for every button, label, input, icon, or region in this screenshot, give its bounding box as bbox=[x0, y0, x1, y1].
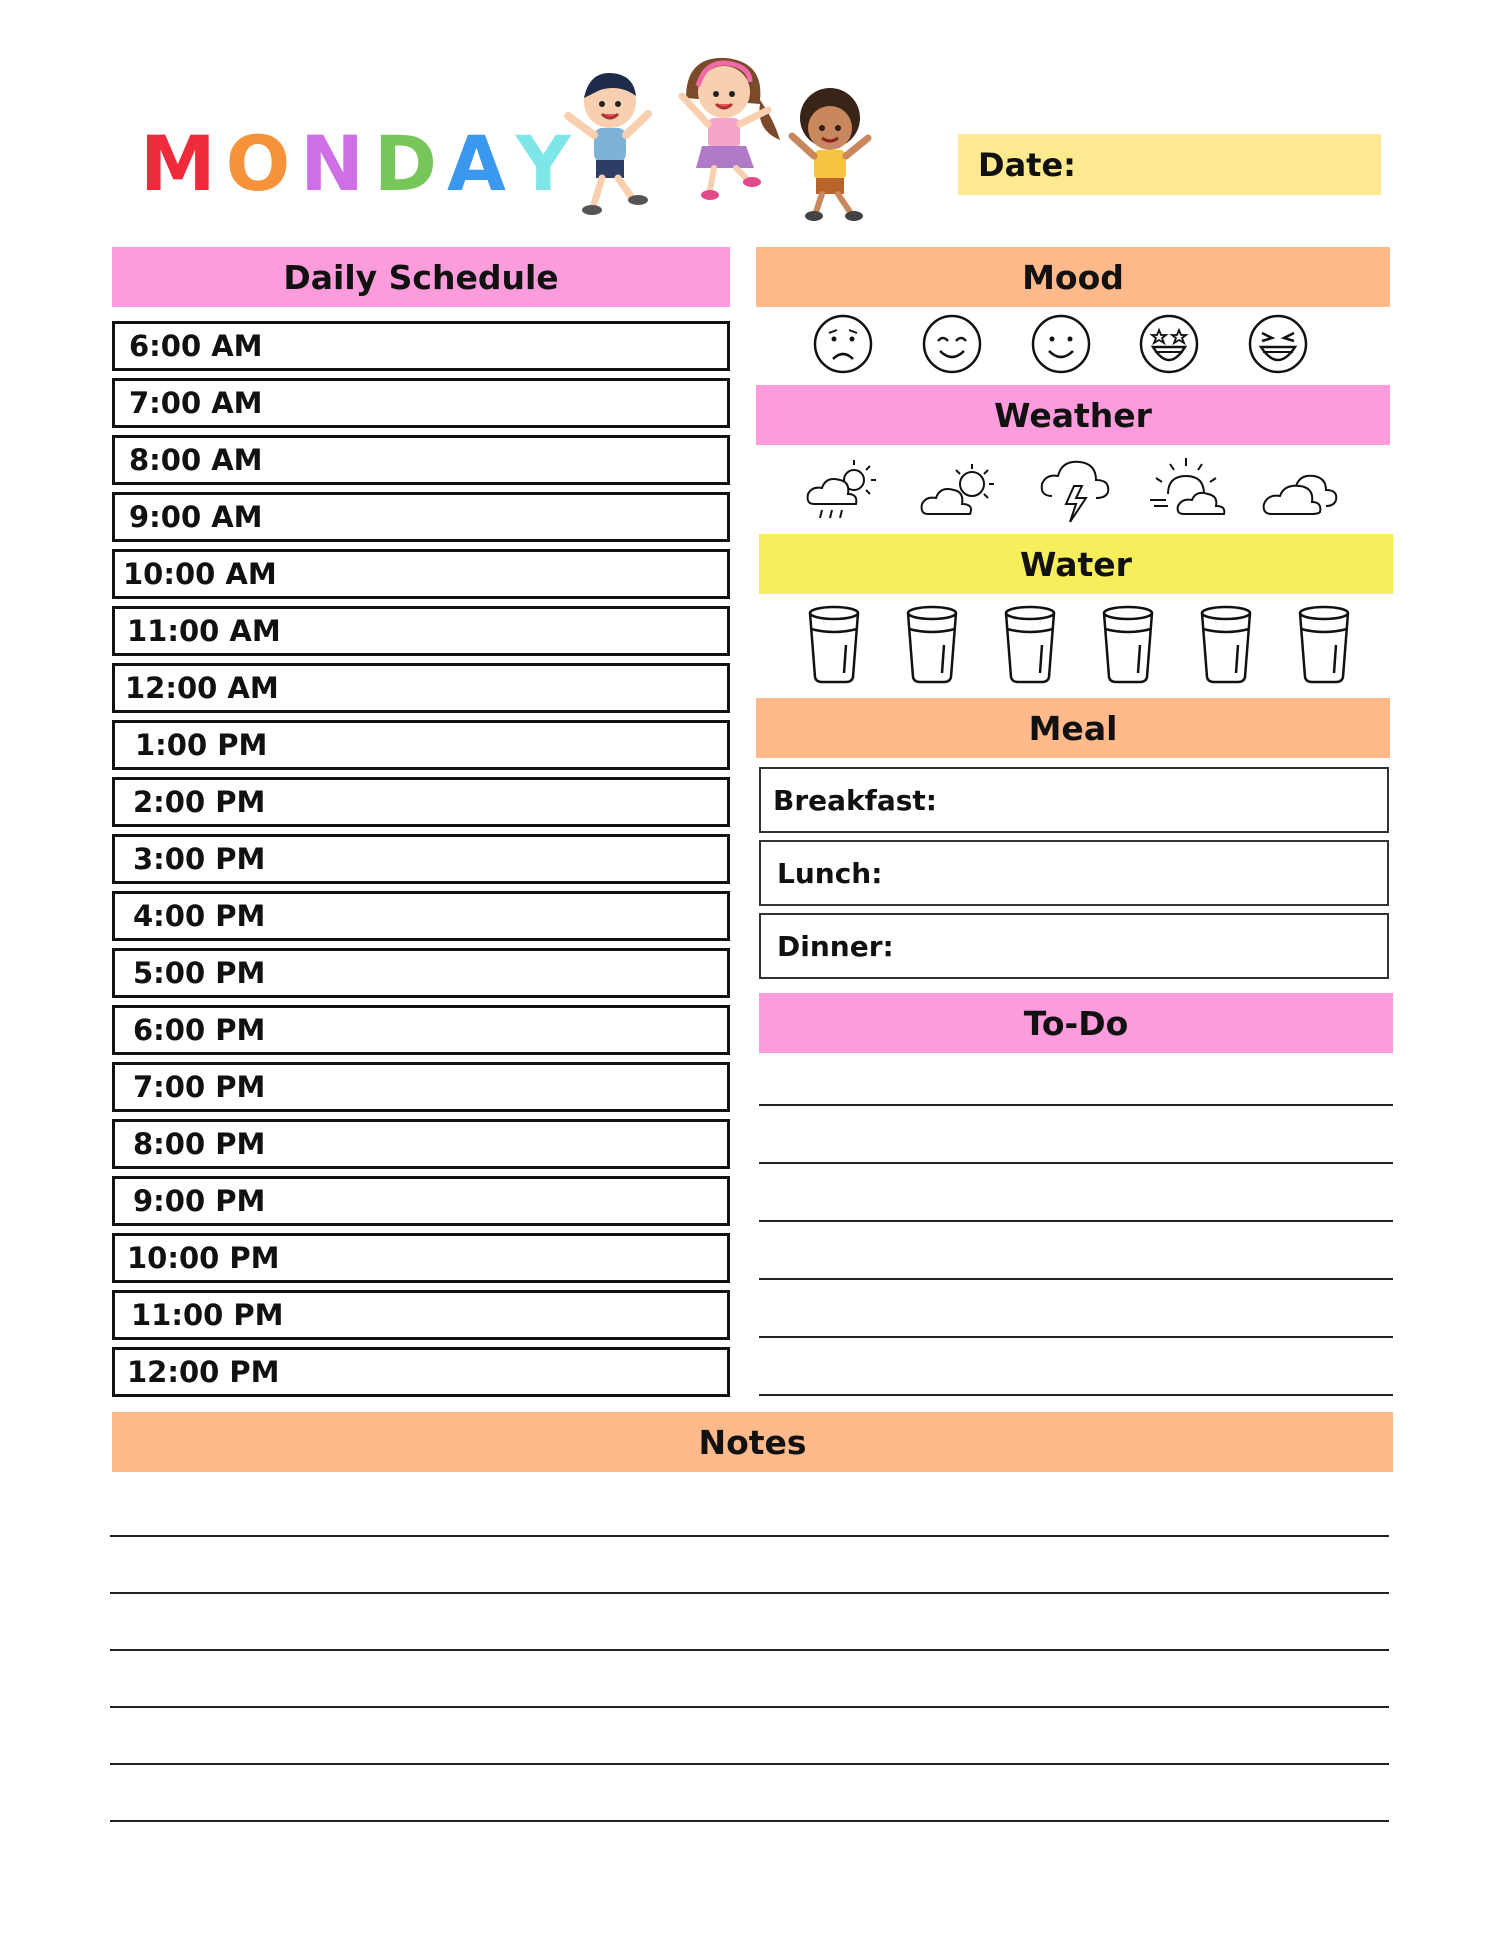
schedule-slot[interactable] bbox=[112, 1062, 730, 1112]
time-label: 2:00 PM bbox=[133, 785, 266, 819]
title-letter: A bbox=[446, 118, 516, 208]
schedule-slot[interactable] bbox=[112, 1290, 730, 1340]
todo-line[interactable] bbox=[759, 1104, 1393, 1106]
dinner-field[interactable] bbox=[759, 913, 1389, 979]
weather-header bbox=[756, 385, 1390, 445]
meal-title: Meal bbox=[1028, 708, 1118, 748]
kids-illustration bbox=[560, 40, 900, 230]
schedule-slot[interactable] bbox=[112, 435, 730, 485]
schedule-slot[interactable] bbox=[112, 549, 730, 599]
page-title bbox=[140, 118, 581, 208]
thunderstorm-icon[interactable] bbox=[1034, 452, 1118, 528]
star-eyes-face-icon[interactable] bbox=[1138, 313, 1200, 375]
daily-schedule-title: Daily Schedule bbox=[283, 257, 559, 297]
cloudy-sun-icon[interactable] bbox=[918, 452, 1002, 528]
schedule-slot[interactable] bbox=[112, 948, 730, 998]
todo-line[interactable] bbox=[759, 1394, 1393, 1396]
time-label: 11:00 AM bbox=[127, 614, 281, 648]
schedule-slot[interactable] bbox=[112, 891, 730, 941]
time-label: 8:00 PM bbox=[133, 1127, 266, 1161]
sad-face-icon[interactable] bbox=[812, 313, 874, 375]
schedule-slot[interactable] bbox=[112, 378, 730, 428]
dinner-label: Dinner: bbox=[777, 929, 894, 963]
time-label: 8:00 AM bbox=[129, 443, 263, 477]
time-label: 11:00 PM bbox=[131, 1298, 284, 1332]
time-label: 1:00 PM bbox=[135, 728, 268, 762]
schedule-slot[interactable] bbox=[112, 720, 730, 770]
todo-line[interactable] bbox=[759, 1278, 1393, 1280]
notes-line[interactable] bbox=[110, 1820, 1389, 1822]
mood-title: Mood bbox=[1022, 257, 1124, 297]
weather-title: Weather bbox=[994, 395, 1152, 435]
notes-line[interactable] bbox=[110, 1535, 1389, 1537]
water-glass-icon[interactable] bbox=[806, 605, 862, 685]
water-glass-icon[interactable] bbox=[1296, 605, 1352, 685]
time-label: 4:00 PM bbox=[133, 899, 266, 933]
water-glass-icon[interactable] bbox=[1002, 605, 1058, 685]
time-label: 12:00 AM bbox=[125, 671, 279, 705]
grinning-squint-face-icon[interactable] bbox=[1247, 313, 1309, 375]
notes-title: Notes bbox=[698, 1422, 807, 1462]
time-label: 6:00 PM bbox=[133, 1013, 266, 1047]
notes-header bbox=[112, 1412, 1393, 1472]
title-letter: Y bbox=[515, 118, 581, 208]
todo-header bbox=[759, 993, 1393, 1053]
water-glass-icon[interactable] bbox=[1100, 605, 1156, 685]
lunch-label: Lunch: bbox=[777, 856, 883, 890]
notes-line[interactable] bbox=[110, 1706, 1389, 1708]
schedule-slot[interactable] bbox=[112, 834, 730, 884]
breakfast-label: Breakfast: bbox=[773, 783, 937, 817]
title-letter: M bbox=[140, 118, 226, 208]
water-header bbox=[759, 534, 1393, 594]
smile-face-icon[interactable] bbox=[1030, 313, 1092, 375]
todo-line[interactable] bbox=[759, 1336, 1393, 1338]
clouds-icon[interactable] bbox=[1260, 452, 1344, 528]
todo-line[interactable] bbox=[759, 1162, 1393, 1164]
time-label: 12:00 PM bbox=[127, 1355, 280, 1389]
time-label: 7:00 PM bbox=[133, 1070, 266, 1104]
girl-figure bbox=[682, 58, 780, 200]
schedule-slot[interactable] bbox=[112, 1176, 730, 1226]
water-title: Water bbox=[1020, 544, 1132, 584]
notes-line[interactable] bbox=[110, 1763, 1389, 1765]
breakfast-field[interactable] bbox=[759, 767, 1389, 833]
date-field[interactable] bbox=[958, 134, 1381, 195]
title-letter: N bbox=[300, 118, 374, 208]
schedule-slot[interactable] bbox=[112, 1233, 730, 1283]
schedule-slot[interactable] bbox=[112, 1005, 730, 1055]
notes-line[interactable] bbox=[110, 1592, 1389, 1594]
smile-closed-eyes-icon[interactable] bbox=[921, 313, 983, 375]
daily-schedule-header bbox=[112, 247, 730, 307]
boy-figure bbox=[792, 88, 868, 221]
todo-line[interactable] bbox=[759, 1220, 1393, 1222]
schedule-slot[interactable] bbox=[112, 1119, 730, 1169]
title-letter: D bbox=[373, 118, 447, 208]
meal-header bbox=[756, 698, 1390, 758]
sunrise-clouds-icon[interactable] bbox=[1146, 452, 1230, 528]
time-label: 5:00 PM bbox=[133, 956, 266, 990]
schedule-slot[interactable] bbox=[112, 777, 730, 827]
todo-title: To-Do bbox=[1023, 1003, 1129, 1043]
schedule-slot[interactable] bbox=[112, 1347, 730, 1397]
schedule-slot[interactable] bbox=[112, 606, 730, 656]
time-label: 7:00 AM bbox=[129, 386, 263, 420]
schedule-slot[interactable] bbox=[112, 492, 730, 542]
title-letter: O bbox=[225, 118, 301, 208]
water-glass-icon[interactable] bbox=[904, 605, 960, 685]
rain-sun-cloud-icon[interactable] bbox=[802, 452, 886, 528]
time-label: 10:00 PM bbox=[127, 1241, 280, 1275]
time-label: 9:00 AM bbox=[129, 500, 263, 534]
time-label: 3:00 PM bbox=[133, 842, 266, 876]
time-label: 10:00 AM bbox=[123, 557, 277, 591]
time-label: 6:00 AM bbox=[129, 329, 263, 363]
date-label: Date: bbox=[978, 145, 1076, 184]
schedule-slot[interactable] bbox=[112, 663, 730, 713]
boy-figure bbox=[568, 73, 648, 215]
schedule-slot[interactable] bbox=[112, 321, 730, 371]
water-glass-icon[interactable] bbox=[1198, 605, 1254, 685]
mood-header bbox=[756, 247, 1390, 307]
time-label: 9:00 PM bbox=[133, 1184, 266, 1218]
lunch-field[interactable] bbox=[759, 840, 1389, 906]
notes-line[interactable] bbox=[110, 1649, 1389, 1651]
